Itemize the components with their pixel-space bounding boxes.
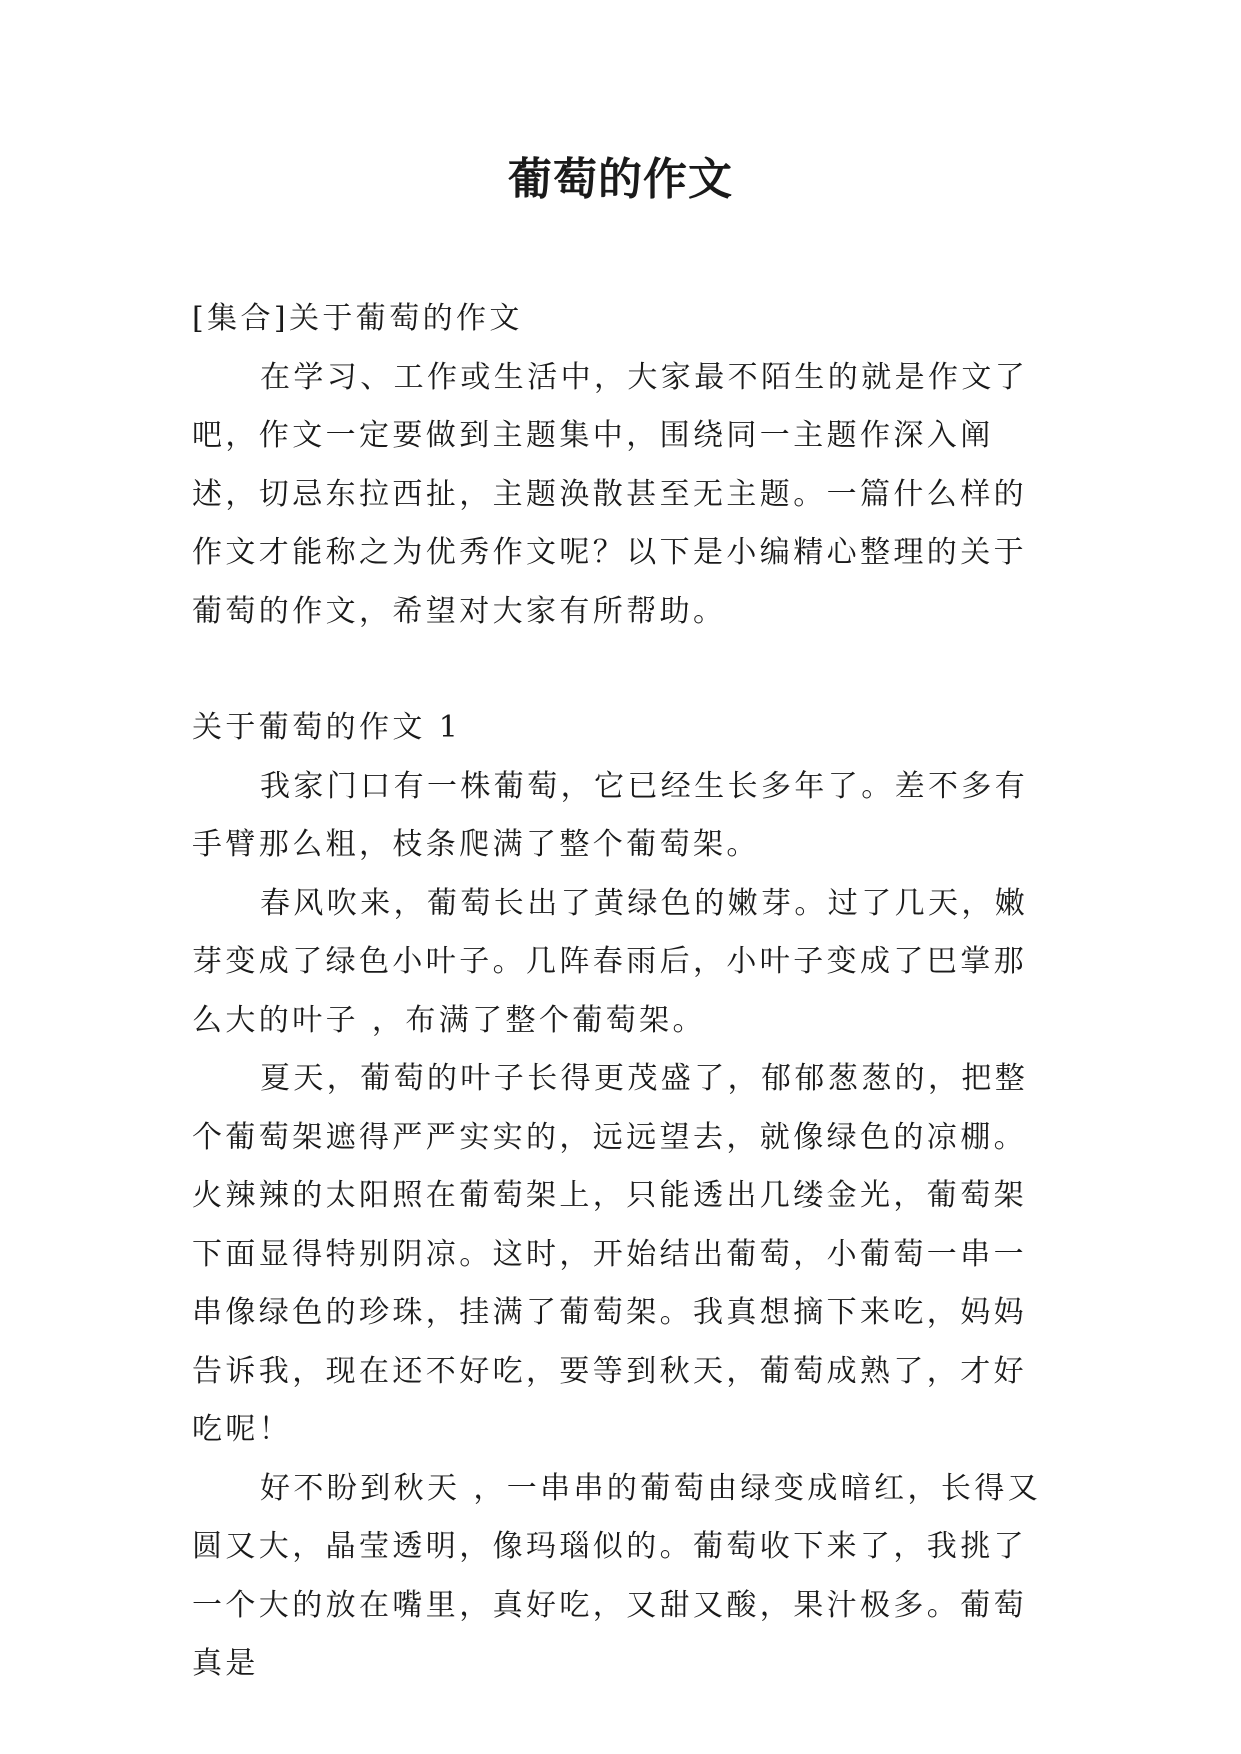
document-title: 葡萄的作文: [508, 154, 733, 205]
body-paragraph: 好不盼到秋天 ，一串串的葡萄由绿变成暗红，长得又圆又大，晶莹透明，像玛瑙似的。葡萄收下来了，我挑了一个大的放在嘴里，真好吃，又甜又酸，果汁极多。葡萄真是: [192, 1470, 1042, 1681]
document-body: [192, 290, 1052, 1694]
body-paragraph: 夏天，葡萄的叶子长得更茂盛了，郁郁葱葱的，把整个葡萄架遮得严严实实的，远远望去，就像绿色的凉棚。火辣辣的太阳照在葡萄架上，只能透出几缕金光，葡萄架下面显得特别阴凉。这时，开始结出葡萄，小葡萄一串一串像绿色的珍珠，挂满了葡萄架。我真想摘下来吃，妈妈告诉我，现在还不好吃，要等到秋天，葡萄成熟了，才好吃呢！: [192, 1061, 1029, 1447]
body-paragraph: 春风吹来，葡萄长出了黄绿色的嫩芽。过了几天，嫩芽变成了绿色小叶子。几阵春雨后，小叶子变成了巴掌那么大的叶子 ，布满了整个葡萄架。: [192, 885, 1029, 1038]
section-heading: 关于葡萄的作文 1: [192, 710, 462, 745]
subtitle: [集合]关于葡萄的作文: [192, 301, 523, 336]
section-spacer: [192, 641, 1052, 699]
intro-paragraph: 在学习、工作或生活中，大家最不陌生的就是作文了吧，作文一定要做到主题集中，围绕同一主题作深入阐述，切忌东拉西扯，主题涣散甚至无主题。一篇什么样的作文才能称之为优秀作文呢？以下是小编精心整理的关于葡萄的作文，希望对大家有所帮助。: [192, 359, 1029, 629]
body-paragraph: 我家门口有一株葡萄，它已经生长多年了。差不多有手臂那么粗，枝条爬满了整个葡萄架。: [192, 768, 1029, 862]
